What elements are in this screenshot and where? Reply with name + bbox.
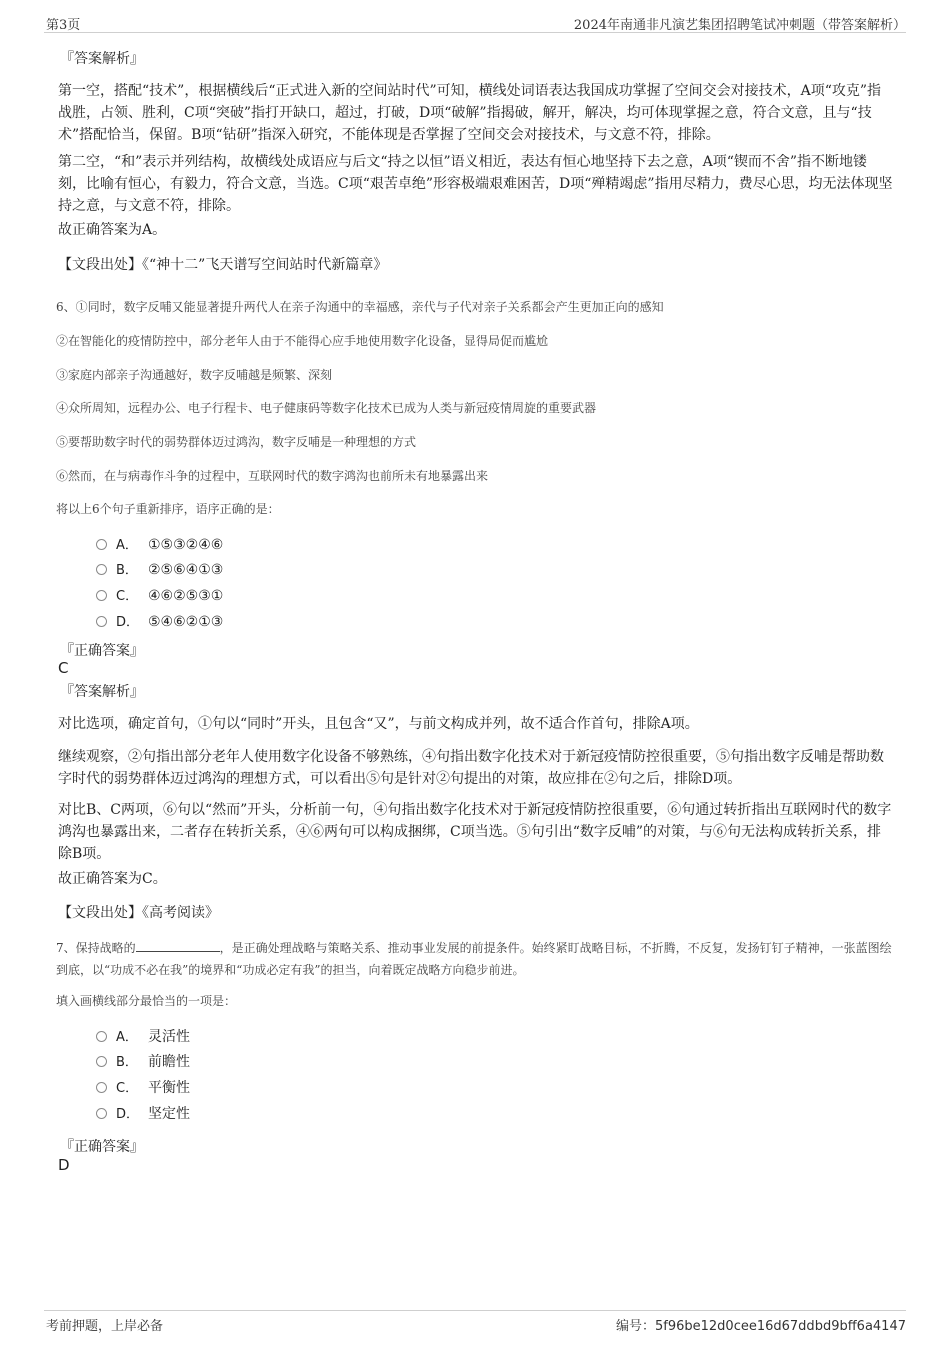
footer-slogan: 考前押题，上岸必备 <box>46 1319 164 1334</box>
q7-option-a[interactable] <box>96 1027 190 1047</box>
q6-answer: C <box>58 659 69 677</box>
q6-option-d[interactable] <box>96 612 223 632</box>
radio-button[interactable] <box>96 1056 107 1067</box>
q5-analysis-para-2: 第二空，“和”表示并列结构，故横线处成语应与后文“持之以恒”语义相近，表达有恒心地坚持下去之意，A项“锲而不舍”指不断地镂刻，比喻有恒心，有毅力，符合文意，当选。C项“艰苦卓绝”形容极端艰难困苦，D项“殚精竭虑”指用尽精力，费尽心思，均无法体现坚持之意，与文意不符，排除。 <box>58 154 893 214</box>
q7-answer-tag: 『正确答案』 <box>60 1139 144 1155</box>
option-letter: A． <box>116 538 138 553</box>
q6-option-a[interactable] <box>96 535 223 555</box>
code-value: 5f96be12d0cee16d67ddbd9bff6a4147 <box>655 1319 906 1334</box>
radio-button[interactable] <box>96 1082 107 1093</box>
option-letter: D． <box>116 615 140 630</box>
option-text: ④⑥②⑤③① <box>148 588 224 604</box>
option-letter: D． <box>116 1107 140 1122</box>
q7-option-b[interactable] <box>96 1052 190 1072</box>
q6-sentence-1: 6、①同时，数字反哺又能显著提升两代人在亲子沟通中的幸福感，亲代与子代对亲子关系都会产生更加正向的感知 <box>56 300 664 314</box>
q6-sentence-5: ⑤要帮助数字时代的弱势群体迈过鸿沟，数字反哺是一种理想的方式 <box>56 435 417 449</box>
q7-stem-rest: ，是正确处理战略与策略关系、推动事业发展的前提条件。始终紧盯战略目标，不折腾，不反复，发扬钉钉子精神，一张蓝图绘到底，以“功成不必在我”的境界和“功成必定有我”的担当，向着既定战略方向稳步前进。 <box>56 941 892 977</box>
q5-analysis-para-1: 第一空，搭配“技术”，根据横线后“正式进入新的空间站时代”可知，横线处词语表达我国成功掌握了空间交会对接技术，A项“攻克”指战胜，占领、胜利，C项“突破”指打开缺口，超过，打破，D项“破解”指揭破，解开，解决，均可体现掌握之意，符合文意，且与“技术”搭配恰当，保留。B项“钻研”指深入研究，不能体现是否掌握了空间交会对接技术，与文意不符，排除。 <box>58 83 882 143</box>
q6-conclusion: 故正确答案为C。 <box>58 871 167 887</box>
option-letter: B． <box>116 563 138 578</box>
q6-sentence-4: ④众所周知，远程办公、电子行程卡、电子健康码等数字化技术已成为人类与新冠疫情周旋的重要武器 <box>56 401 597 415</box>
q7-answer: D <box>58 1156 70 1174</box>
page-footer <box>44 1310 906 1333</box>
q7-prompt: 填入画横线部分最恰当的一项是： <box>56 994 237 1008</box>
radio-button[interactable] <box>96 1108 107 1119</box>
option-text: 平衡性 <box>148 1080 190 1096</box>
q5-analysis-tag: 『答案解析』 <box>60 51 144 67</box>
q7-option-c[interactable] <box>96 1078 190 1098</box>
q7-option-d[interactable] <box>96 1104 190 1124</box>
option-letter: B． <box>116 1055 138 1070</box>
q6-sentence-6: ⑥然而，在与病毒作斗争的过程中，互联网时代的数字鸿沟也前所未有地暴露出来 <box>56 469 489 483</box>
q5-conclusion: 故正确答案为A。 <box>58 222 167 238</box>
q7-stem-start: 7、保持战略的 <box>56 941 136 955</box>
q6-analysis-tag: 『答案解析』 <box>60 684 144 700</box>
q6-analysis-para-1: 对比选项，确定首句，①句以“同时”开头，且包含“又”，与前文构成并列，故不适合作首句，排除A项。 <box>58 716 699 732</box>
option-letter: A． <box>116 1030 138 1045</box>
q6-answer-tag: 『正确答案』 <box>60 643 144 659</box>
q6-analysis-para-3: 对比B、C两项，⑥句以“然而”开头，分析前一句，④句指出数字化技术对于新冠疫情防控很重要，⑥句通过转折指出互联网时代的数字鸿沟也暴露出来，二者存在转折关系，④⑥两句可以构成捆绑，C项当选。⑤句引出“数字反哺”的对策，与⑥句无法构成转折关系，排除B项。 <box>58 802 892 862</box>
option-letter: C． <box>116 1081 139 1096</box>
q6-prompt: 将以上6个句子重新排序，语序正确的是： <box>56 502 280 516</box>
code-label: 编号： <box>615 1319 655 1334</box>
q6-option-b[interactable] <box>96 560 223 580</box>
fill-blank <box>136 939 220 952</box>
radio-button[interactable] <box>96 1031 107 1042</box>
document-title: 2024年南通非凡演艺集团招聘笔试冲刺题（带答案解析） <box>573 18 906 33</box>
option-letter: C． <box>116 589 139 604</box>
option-text: 灵活性 <box>148 1029 190 1045</box>
option-text: 前瞻性 <box>148 1054 190 1070</box>
radio-button[interactable] <box>96 564 107 575</box>
radio-button[interactable] <box>96 590 107 601</box>
q6-analysis-para-2: 继续观察，②句指出部分老年人使用数字化设备不够熟练，④句指出数字化技术对于新冠疫情防控很重要，⑤句指出数字反哺是帮助数字时代的弱势群体迈过鸿沟的理想方式，可以看出⑤句是针对②句提出的对策，故应排在②句之后，排除D项。 <box>58 749 884 787</box>
q6-source: 【文段出处】《高考阅读》 <box>58 905 219 921</box>
q5-source: 【文段出处】《“神十二”飞天谱写空间站时代新篇章》 <box>58 257 388 273</box>
option-text: ⑤④⑥②①③ <box>148 614 224 630</box>
footer-code <box>616 1315 906 1334</box>
option-text: ①⑤③②④⑥ <box>148 537 224 553</box>
option-text: ②⑤⑥④①③ <box>148 562 224 578</box>
option-text: 坚定性 <box>148 1106 190 1122</box>
q7-stem <box>56 937 896 981</box>
q6-sentence-3: ③家庭内部亲子沟通越好，数字反哺越是频繁、深刻 <box>56 368 333 382</box>
page-header <box>44 14 906 33</box>
radio-button[interactable] <box>96 616 107 627</box>
radio-button[interactable] <box>96 539 107 550</box>
page-number: 第3页 <box>46 18 81 33</box>
q6-option-c[interactable] <box>96 586 223 606</box>
q6-sentence-2: ②在智能化的疫情防控中，部分老年人由于不能得心应手地使用数字化设备，显得局促而尴尬 <box>56 334 549 348</box>
